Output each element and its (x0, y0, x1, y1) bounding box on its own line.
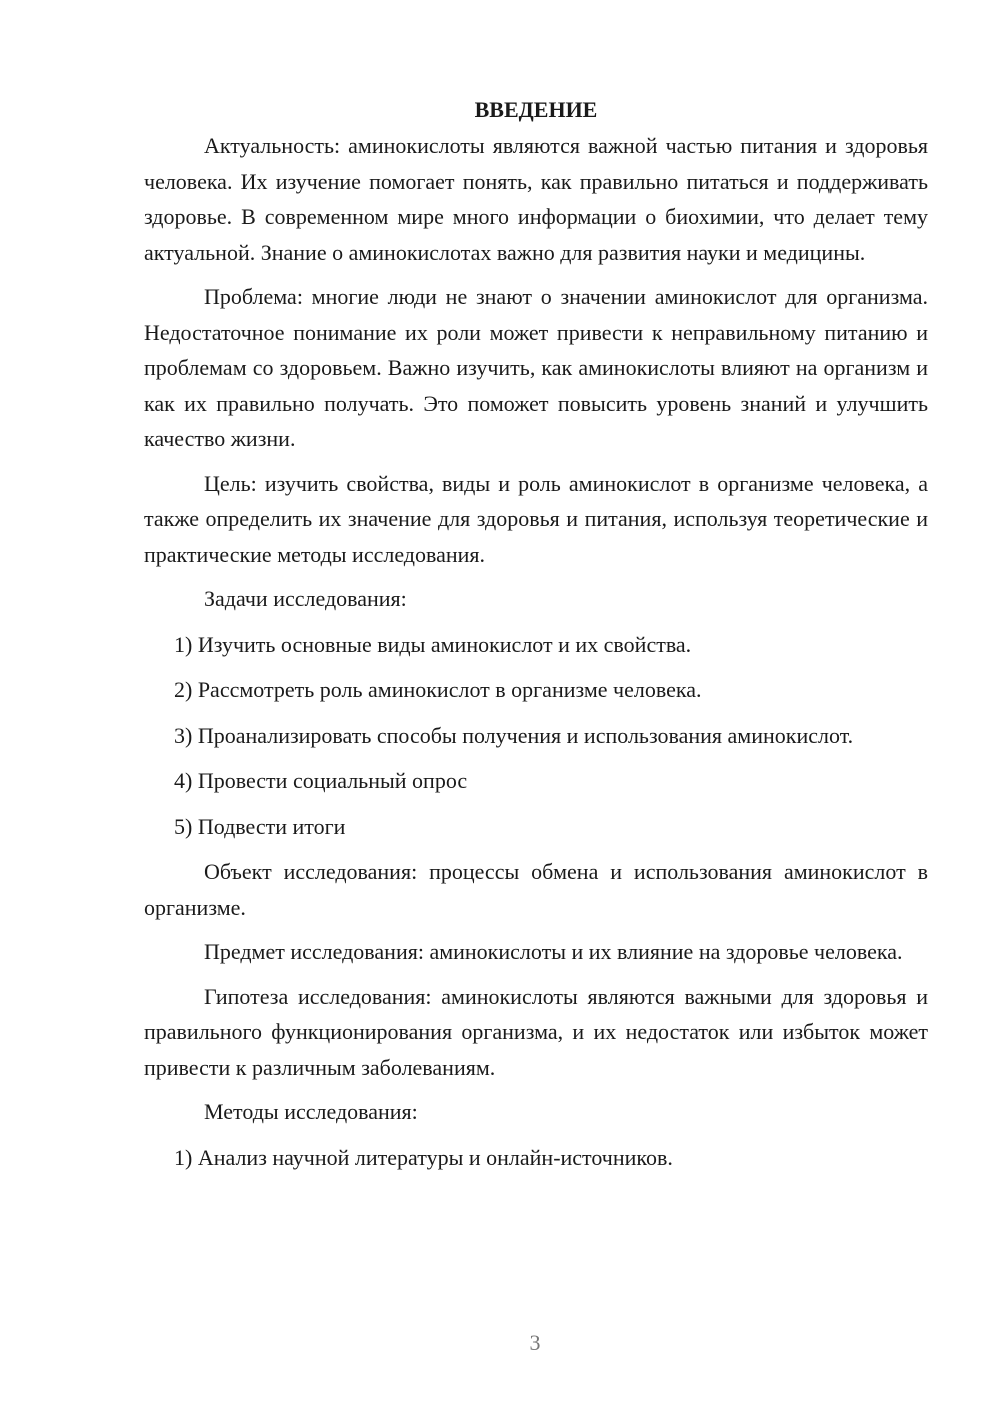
relevance-paragraph: Актуальность: аминокислоты являются важной частью питания и здоровья человека. Их изучение помогает понять, как правильно питаться и поддерживать здоровье. В современном мире много информации о биохимии, что делает тему актуальной. Знание о аминокислотах важно для развития науки и медицины. (144, 133, 928, 265)
goal-paragraph: Цель: изучить свойства, виды и роль аминокислот в организме человека, а также определить их значение для здоровья и питания, используя теоретические и практические методы исследования. (144, 470, 928, 567)
task-item: 2) Рассмотреть роль аминокислот в организме человека. (174, 677, 702, 702)
methods-heading: Методы исследования: (204, 1099, 418, 1124)
method-item: 1) Анализ научной литературы и онлайн-источников. (174, 1144, 673, 1170)
problem-paragraph: Проблема: многие люди не знают о значении аминокислот для организма. Недостаточное понимание их роли может привести к неправильному питанию и проблемам со здоровьем. Важно изучить, как аминокислоты влияют на организм и как их правильно получать. Это поможет повысить уровень знаний и улучшить качество жизни. (144, 284, 928, 451)
task-item: 3) Проанализировать способы получения и использования аминокислот. (174, 722, 854, 748)
tasks-heading: Задачи исследования: (204, 586, 407, 611)
hypothesis-paragraph: Гипотеза исследования: аминокислоты являются важными для здоровья и правильного функционирования организма, и их недостаток или избыток может привести к различным заболеваниям. (144, 983, 928, 1080)
task-item: 4) Провести социальный опрос (174, 768, 468, 793)
object-paragraph: Объект исследования: процессы обмена и использования аминокислот в организме. (144, 859, 928, 920)
section-title: ВВЕДЕНИЕ (474, 97, 598, 122)
task-item: 5) Подвести итоги (174, 813, 346, 839)
page-number: 3 (529, 1330, 541, 1355)
document-page (144, 92, 928, 1175)
subject-paragraph: Предмет исследования: аминокислоты и их влияние на здоровье человека. (204, 939, 903, 964)
task-item: 1) Изучить основные виды аминокислот и их свойства. (174, 631, 692, 657)
